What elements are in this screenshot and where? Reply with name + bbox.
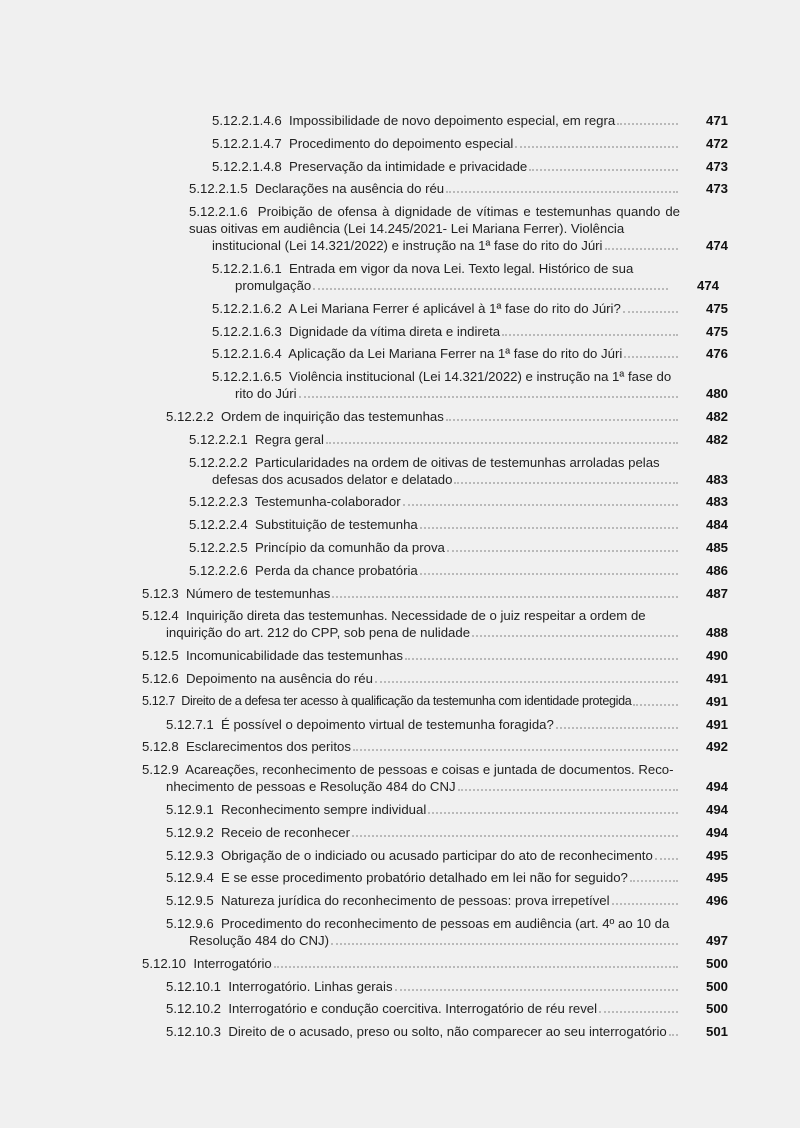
toc-title: Esclarecimentos dos peritos — [186, 739, 351, 755]
toc-entry[interactable] — [142, 761, 800, 795]
toc-number: 5.12.2.1.6.1 — [212, 260, 282, 276]
toc-page-number: 472 — [705, 135, 728, 151]
toc-number: 5.12.8 — [142, 739, 179, 755]
toc-title: Preservação da intimidade e privacidade — [289, 158, 528, 174]
toc-entry[interactable] — [189, 180, 800, 197]
toc-entry[interactable] — [166, 847, 800, 864]
toc-title-last-line: rito do Júri — [235, 386, 297, 402]
toc-page-number: 494 — [705, 801, 728, 817]
toc-entry[interactable] — [212, 300, 800, 317]
toc-page-number: 475 — [705, 300, 728, 316]
toc-entry[interactable] — [166, 869, 800, 886]
toc-number: 5.12.2.2.1 — [189, 431, 248, 447]
toc-number: 5.12.2.2.5 — [189, 539, 248, 555]
toc-title: Testemunha-colaborador — [254, 494, 401, 510]
toc-page-number: 471 — [705, 113, 728, 128]
toc-page-number: 490 — [705, 648, 728, 664]
toc-entry[interactable] — [189, 431, 800, 448]
toc-entry[interactable] — [142, 955, 800, 972]
toc-entry[interactable] — [166, 824, 800, 841]
dot-leader — [332, 596, 678, 598]
dot-leader — [446, 419, 678, 421]
toc-title: Interrogatório e condução coercitiva. Interrogatório de réu revel — [228, 1001, 598, 1017]
toc-title: Número de testemunhas — [186, 585, 331, 601]
toc-page-number: 476 — [705, 346, 728, 362]
toc-number: 5.12.9.6 — [166, 915, 214, 931]
toc-title: Direito de a defesa ter acesso à qualificação da testemunha com identidade protegida — [181, 693, 632, 708]
dot-leader — [617, 123, 678, 125]
toc-number: 5.12.7 — [142, 693, 175, 708]
toc-title: Interrogatório — [193, 955, 272, 971]
dot-leader — [352, 835, 678, 837]
toc-number: 5.12.2.1.6.3 — [212, 323, 282, 339]
toc-entry[interactable] — [142, 670, 800, 687]
toc-title-first-line: Violência institucional (Lei 14.321/2022) e instrução na 1ª fase do — [289, 369, 672, 385]
toc-title-last-line: Resolução 484 do CNJ) — [189, 932, 330, 948]
dot-leader — [458, 789, 678, 791]
toc-number: 5.12.2.1.4.7 — [212, 135, 282, 151]
dot-leader — [313, 288, 668, 290]
toc-title: Substituição de testemunha — [255, 517, 418, 533]
toc-entry[interactable] — [212, 158, 800, 175]
toc-title-first-line: Inquirição direta das testemunhas. Necessidade de o juiz respeitar a ordem de — [186, 608, 646, 624]
toc-number: 5.12.10.2 — [166, 1001, 221, 1017]
toc-title: Receio de reconhecer — [221, 824, 351, 840]
toc-number: 5.12.2.1.6.5 — [212, 369, 282, 385]
toc-entry[interactable] — [166, 915, 800, 949]
toc-number: 5.12.4 — [142, 608, 179, 624]
toc-page-number: 491 — [705, 716, 728, 732]
toc-page-number: 482 — [705, 431, 728, 447]
toc-title: Interrogatório. Linhas gerais — [228, 978, 393, 994]
toc-page-number: 495 — [705, 870, 728, 886]
dot-leader — [331, 943, 678, 945]
toc-title: Incomunicabilidade das testemunhas — [186, 648, 403, 664]
toc-page-number: 494 — [705, 824, 728, 840]
toc-entry[interactable] — [142, 738, 800, 755]
toc-number: 5.12.2.1.4.8 — [212, 158, 282, 174]
toc-entry[interactable] — [212, 368, 800, 402]
toc-number: 5.12.2.1.6 — [189, 204, 248, 220]
toc-title: Direito de o acusado, preso ou solto, não comparecer ao seu interrogatório — [228, 1024, 667, 1040]
dot-leader — [299, 396, 678, 398]
toc-number: 5.12.9.4 — [166, 870, 214, 886]
toc-page-number: 474 — [696, 277, 719, 293]
toc-number: 5.12.9 — [142, 762, 179, 778]
toc-page-number: 486 — [705, 562, 728, 578]
toc-number: 5.12.2.2.4 — [189, 517, 248, 533]
toc-number: 5.12.2.1.4.6 — [212, 113, 282, 128]
toc-entry[interactable] — [142, 647, 800, 664]
toc-entry[interactable] — [189, 562, 800, 579]
toc-entry[interactable] — [189, 493, 800, 510]
toc-entry[interactable] — [142, 693, 800, 710]
toc-title: Obrigação de o indiciado ou acusado participar do ato de reconhecimento — [221, 847, 653, 863]
dot-leader — [472, 635, 678, 637]
toc-entry[interactable] — [166, 801, 800, 818]
toc-title-last-line: nhecimento de pessoas e Resolução 484 do CNJ — [166, 779, 456, 795]
toc-entry[interactable] — [212, 345, 800, 362]
toc-entry[interactable] — [212, 135, 800, 152]
toc-number: 5.12.2.1.6.4 — [212, 346, 282, 362]
toc-title: Depoimento na ausência do réu — [186, 670, 373, 686]
dot-leader — [446, 191, 678, 193]
toc-page-number: 501 — [705, 1024, 728, 1040]
dot-leader — [624, 356, 678, 358]
toc-entry[interactable] — [142, 585, 800, 602]
toc-page-number: 473 — [705, 158, 728, 174]
dot-leader — [428, 812, 678, 814]
dot-leader — [605, 248, 679, 250]
toc-entry[interactable] — [212, 112, 800, 129]
toc-title: Impossibilidade de novo depoimento especial, em regra — [289, 113, 616, 128]
toc-title: Regra geral — [255, 431, 324, 447]
toc-title: A Lei Mariana Ferrer é aplicável à 1ª fase do rito do Júri? — [288, 300, 621, 316]
toc-title: Natureza jurídica do reconhecimento de pessoas: prova irrepetível — [221, 893, 610, 909]
toc-entry[interactable] — [166, 1000, 800, 1017]
toc-entry[interactable] — [166, 408, 800, 425]
dot-leader — [630, 880, 678, 882]
toc-page-number: 482 — [705, 408, 728, 424]
toc-entry[interactable] — [189, 539, 800, 556]
toc-page-number: 475 — [705, 323, 728, 339]
toc-page-number: 473 — [705, 181, 728, 197]
toc-entry[interactable] — [212, 260, 800, 294]
toc-number: 5.12.5 — [142, 648, 179, 664]
toc-page-number: 491 — [705, 670, 728, 686]
toc-title: E se esse procedimento probatório detalhado em lei não for seguido? — [221, 870, 628, 886]
toc-title: Reconhecimento sempre individual — [221, 801, 427, 817]
toc-page-number: 495 — [705, 847, 728, 863]
toc-page-number: 492 — [705, 739, 728, 755]
toc-page-number: 480 — [705, 386, 728, 402]
toc-page-number: 496 — [705, 893, 728, 909]
dot-leader — [405, 658, 678, 660]
toc-entry[interactable] — [189, 454, 800, 488]
toc-title-first-line: Entrada em vigor da nova Lei. Texto legal. Histórico de sua — [289, 260, 634, 276]
toc-number: 5.12.10.3 — [166, 1024, 221, 1040]
dot-leader — [599, 1011, 678, 1013]
dot-leader — [669, 1034, 678, 1036]
dot-leader — [326, 442, 678, 444]
toc-number: 5.12.2.2.2 — [189, 454, 248, 470]
toc-number: 5.12.10.1 — [166, 978, 221, 994]
dot-leader — [612, 903, 678, 905]
toc-number: 5.12.9.2 — [166, 824, 214, 840]
toc-page-number: 488 — [705, 625, 728, 641]
toc-page-number: 497 — [705, 932, 728, 948]
toc-entry[interactable] — [166, 1023, 800, 1040]
toc-entry[interactable] — [189, 203, 800, 254]
toc-title: Procedimento do depoimento especial — [289, 135, 514, 151]
toc-title-first-line: Procedimento do reconhecimento de pessoas em audiência (art. 4º ao 10 da — [221, 915, 670, 931]
toc-number: 5.12.7.1 — [166, 716, 214, 732]
toc-page-number: 494 — [705, 779, 728, 795]
dot-leader — [403, 504, 678, 506]
toc-page-number: 474 — [705, 238, 728, 254]
dot-leader — [395, 989, 678, 991]
toc-number: 5.12.10 — [142, 955, 186, 971]
toc-title: Ordem de inquirição das testemunhas — [221, 408, 444, 424]
toc-page-number: 500 — [705, 1001, 728, 1017]
toc-number: 5.12.9.3 — [166, 847, 214, 863]
toc-title: Perda da chance probatória — [255, 562, 418, 578]
dot-leader — [623, 311, 678, 313]
toc-entry[interactable] — [142, 607, 800, 641]
toc-entry[interactable] — [166, 892, 800, 909]
toc-page-number: 491 — [705, 693, 728, 709]
toc-number: 5.12.9.5 — [166, 893, 214, 909]
dot-leader — [274, 966, 678, 968]
toc-number: 5.12.6 — [142, 670, 179, 686]
dot-leader — [655, 858, 678, 860]
dot-leader — [502, 334, 678, 336]
toc-page-number: 487 — [705, 585, 728, 601]
toc-title-last-line: promulgação — [235, 277, 312, 293]
toc-title: Princípio da comunhão da prova — [255, 539, 445, 555]
toc-title-first-line: Particularidades na ordem de oitivas de testemunhas arroladas pelas — [255, 454, 660, 470]
dot-leader — [515, 146, 678, 148]
toc-number: 5.12.2.2 — [166, 408, 214, 424]
toc-number: 5.12.2.2.3 — [189, 494, 248, 510]
toc-entry[interactable] — [212, 323, 800, 340]
toc-title: É possível o depoimento virtual de testemunha foragida? — [221, 716, 554, 732]
toc-title-last-line: inquirição do art. 212 do CPP, sob pena de nulidade — [166, 625, 471, 641]
toc-title-last-line: defesas dos acusados delator e delatado — [212, 471, 453, 487]
toc-entry[interactable] — [189, 516, 800, 533]
dot-leader — [353, 749, 678, 751]
toc-page-number: 500 — [705, 955, 728, 971]
toc-page-number: 485 — [705, 539, 728, 555]
toc-title-first-line: Acareações, reconhecimento de pessoas e coisas e juntada de documentos. Reco- — [185, 762, 674, 778]
toc-number: 5.12.9.1 — [166, 801, 214, 817]
toc-page-number: 484 — [705, 517, 728, 533]
dot-leader — [454, 482, 678, 484]
table-of-contents — [0, 112, 800, 1046]
dot-leader — [375, 681, 678, 683]
dot-leader — [420, 527, 678, 529]
toc-entry[interactable] — [166, 716, 800, 733]
toc-number: 5.12.2.1.5 — [189, 181, 248, 197]
toc-title: Dignidade da vítima direta e indireta — [289, 323, 501, 339]
dot-leader — [447, 550, 678, 552]
dot-leader — [529, 169, 678, 171]
dot-leader — [556, 727, 678, 729]
toc-entry[interactable] — [166, 978, 800, 995]
toc-title: Declarações na ausência do réu — [255, 181, 445, 197]
toc-number: 5.12.2.1.6.2 — [212, 300, 282, 316]
dot-leader — [633, 704, 678, 706]
toc-page-number: 500 — [705, 978, 728, 994]
toc-title-last-line: institucional (Lei 14.321/2022) e instrução na 1ª fase do rito do Júri — [212, 238, 603, 254]
toc-page-number: 483 — [705, 471, 728, 487]
toc-number: 5.12.3 — [142, 585, 179, 601]
dot-leader — [420, 573, 678, 575]
toc-title: Aplicação da Lei Mariana Ferrer na 1ª fase do rito do Júri — [288, 346, 623, 362]
toc-number: 5.12.2.2.6 — [189, 562, 248, 578]
toc-page-number: 483 — [705, 494, 728, 510]
toc-title-first-line: Proibição de ofensa à dignidade de vítimas e testemunhas quando de suas oitivas em audiência (Lei 14.245/2021- Lei Mariana Ferrer). Violência — [189, 204, 680, 237]
